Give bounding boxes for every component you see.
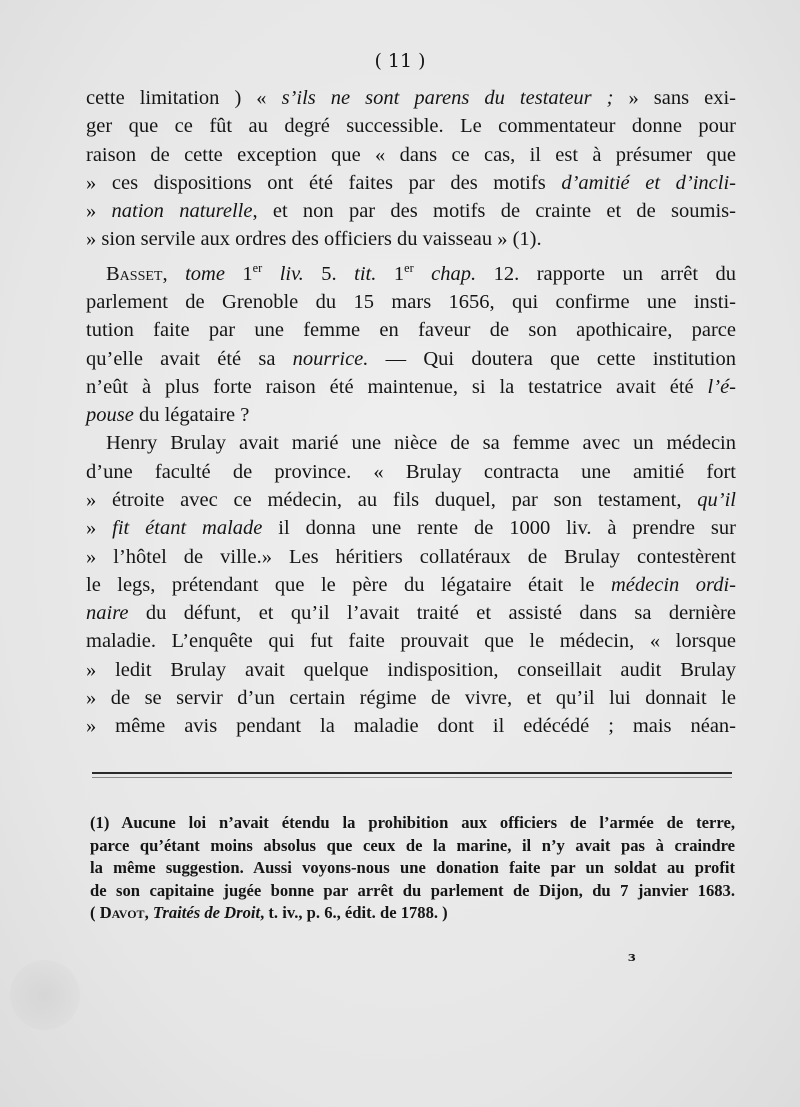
body-text-run: s’ils ne sont parens du testateur ; — [281, 87, 614, 109]
body-text-run: » ces dispositions ont été faites par des motifs — [86, 171, 562, 194]
body-line — [86, 429, 736, 457]
body-text-run: chap. — [431, 262, 477, 285]
body-line — [86, 112, 736, 140]
body-text-run: raison de cette exception que « dans ce cas, il est à présumer que — [86, 143, 736, 166]
footnote — [90, 812, 735, 925]
body-text-run: » de se servir d’un certain régime de vivre, et qu’il lui donnait le — [86, 687, 736, 710]
body-line — [86, 345, 736, 373]
body-text-run: Henry Brulay avait marié une nièce de sa femme avec un médecin — [106, 432, 736, 455]
body-text-run: parlement de Grenoble du 15 mars 1656, qui confirme une insti- — [86, 290, 736, 313]
body-text-run: er — [404, 260, 414, 275]
body-text-run: maladie. L’enquête qui fut faite prouvait que le médecin, « lorsque — [86, 630, 736, 653]
body-text-run: — Qui doutera que cette institution — [368, 347, 736, 370]
body-text-run: » l’hôtel de ville.» Les héritiers collatéraux de Brulay contestèrent — [86, 545, 736, 568]
body-text-run: » ledit Brulay avait quelque indisposition, conseillait audit Brulay — [86, 658, 736, 681]
body-text-run: er — [252, 260, 263, 275]
body-text-run: » sans exi- — [613, 87, 737, 109]
body-text-run — [262, 263, 279, 285]
footnote-text-run: (1) Aucune loi n’avait étendu la prohibition aux officiers de l’armée de terre, — [90, 813, 735, 832]
body-text-run: Basset — [106, 262, 163, 285]
body-text-run: d’une faculté de province. « Brulay contracta une amitié fort — [86, 460, 736, 483]
footnote-text-run: parce qu’étant moins absolus que ceux de la marine, il n’y avait pas à craindre — [90, 835, 735, 855]
body-text-run: qu’elle avait été sa — [86, 347, 293, 370]
main-text — [86, 84, 736, 741]
body-text-run: , et non par des motifs de crainte et de soumis- — [252, 200, 736, 223]
body-text-run — [414, 263, 431, 285]
footnote-line — [90, 880, 735, 903]
footnote-line — [90, 812, 735, 835]
body-text-run: » — [86, 200, 112, 223]
body-line — [86, 141, 736, 169]
footnote-text-run: Davot — [99, 903, 145, 923]
body-text-run: du légataire ? — [133, 404, 250, 427]
body-line — [86, 169, 736, 197]
body-line — [86, 571, 736, 599]
footnote-divider-thin — [92, 777, 732, 778]
body-text-run: » — [86, 517, 113, 540]
body-text-run: 1 — [224, 262, 253, 285]
body-text-run: » sion servile aux ordres des officiers du vaisseau » (1). — [86, 228, 542, 251]
body-text-run: 5. — [303, 262, 355, 285]
body-text-run: , — [162, 262, 186, 285]
body-text-run: du défunt, et qu’il l’avait traité et assisté dans sa dernière — [128, 602, 736, 625]
footnote-text-run: la même suggestion. Aussi voyons-nous une donation faite par un soldat au profit — [90, 858, 735, 878]
body-text-run: cette limitation ) « — [86, 87, 282, 109]
body-text-run: nourrice. — [292, 347, 369, 370]
body-text-run: fit étant malade — [112, 517, 263, 540]
body-text-run: tution faite par une femme en faveur de son apothicaire, parce — [86, 319, 736, 342]
body-text-run: liv. — [279, 262, 304, 285]
body-text-run: nation naturelle — [111, 200, 253, 223]
body-line — [86, 543, 736, 571]
footnote-text-run: , t. iv., p. 6., édit. de 1788. ) — [260, 903, 448, 923]
body-line — [86, 684, 736, 712]
body-text-run: d’amitié et d’incli- — [561, 171, 736, 194]
body-text-run: médecin ordi- — [610, 573, 736, 596]
corner-mark: ɜ — [628, 950, 636, 965]
body-text-run: tit. — [354, 262, 377, 285]
body-line — [86, 401, 736, 429]
body-line — [86, 288, 736, 316]
body-text-run: le legs, prétendant que le père du légataire était le — [86, 573, 611, 596]
paper-stain — [10, 960, 80, 1030]
footnote-line — [90, 835, 735, 858]
body-line — [86, 712, 736, 740]
footnote-text-run: ( — [90, 903, 100, 923]
body-line — [86, 514, 736, 542]
body-line — [86, 656, 736, 684]
body-text-run: il donna une rente de 1000 liv. à prendre sur — [262, 517, 736, 540]
body-line — [86, 627, 736, 655]
footnote-text-run: de son capitaine jugée bonne par arrêt du parlement de Dijon, du 7 janvier 1683. — [90, 880, 735, 900]
footnote-text-run: , — [144, 903, 153, 923]
body-text-run: 12. rapporte un arrêt du — [476, 262, 737, 285]
body-text-run: n’eût à plus forte raison été maintenue, si la testatrice avait été — [86, 375, 708, 398]
page-number: ( 11 ) — [374, 50, 426, 72]
body-text-run: l’é- — [707, 375, 736, 398]
body-line — [86, 197, 736, 225]
body-line — [86, 316, 736, 344]
body-text-run: qu’il — [697, 488, 736, 511]
body-text-run: tome — [185, 262, 225, 285]
body-line — [86, 254, 736, 288]
body-line — [86, 599, 736, 627]
footnote-line — [90, 857, 735, 880]
body-text-run: naire — [86, 602, 129, 625]
footnote-divider — [92, 772, 732, 774]
body-text-run: pouse — [86, 404, 134, 427]
body-line — [86, 225, 736, 253]
footnote-line — [90, 902, 735, 925]
body-line — [86, 373, 736, 401]
body-line — [86, 84, 736, 112]
body-text-run: ger que ce fût au degré successible. Le commentateur donne pour — [86, 115, 736, 138]
footnote-text-run: Traités de Droit — [152, 903, 261, 923]
body-line — [86, 458, 736, 486]
body-text-run: » même avis pendant la maladie dont il edécédé ; mais néan- — [86, 715, 736, 738]
body-text-run: 1 — [376, 262, 405, 285]
body-line — [86, 486, 736, 514]
body-text-run: » étroite avec ce médecin, au fils duquel, par son testament, — [86, 488, 698, 511]
